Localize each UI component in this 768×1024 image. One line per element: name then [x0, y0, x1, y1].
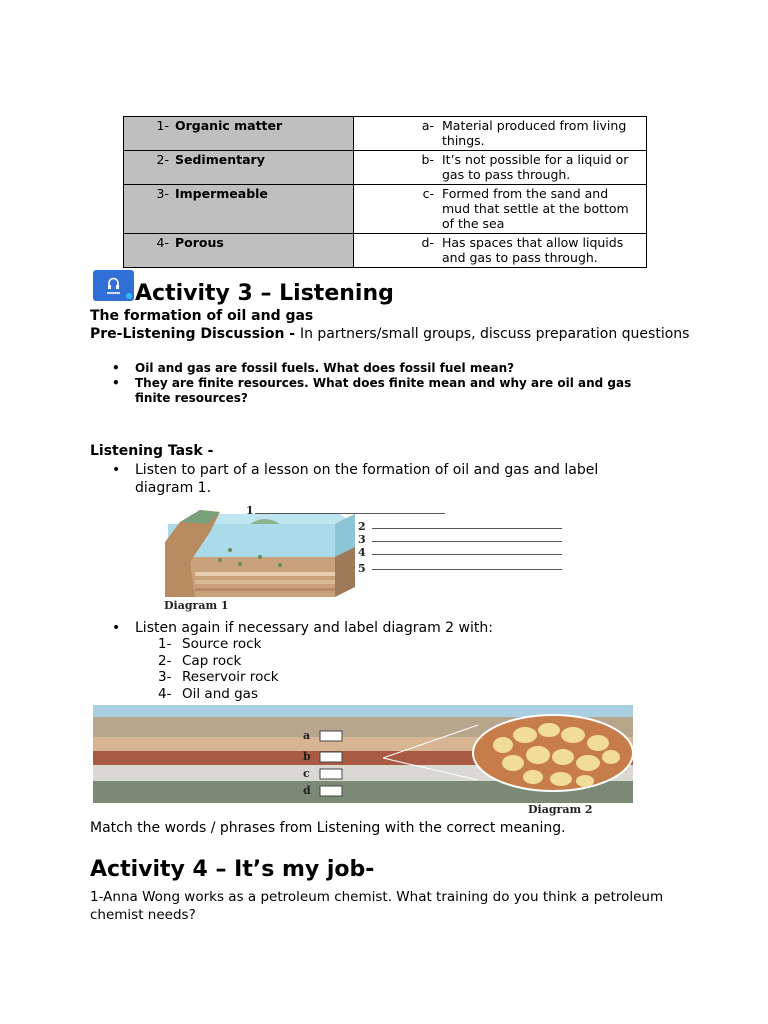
definition-text: Has spaces that allow liquids and gas to pass through. [442, 235, 624, 265]
answer-line [372, 569, 562, 570]
answer-line [255, 513, 445, 514]
answer-line [372, 554, 562, 555]
definition-text: Material produced from living things. [442, 118, 627, 148]
definition-letter: a- [421, 118, 434, 133]
diagram2-label-a: a [303, 729, 311, 742]
term-word: Porous [175, 235, 224, 250]
diagram1-label-1: 1 [246, 504, 254, 517]
diagram-1 [160, 502, 660, 612]
match-instruction: Match the words / phrases from Listening with the correct meaning. [90, 820, 566, 836]
pre-listening-label: Pre-Listening Discussion - [90, 326, 300, 342]
diagram1-label-4: 4 [358, 546, 366, 559]
list-item: • Listen again if necessary and label diagram 2 with: [90, 619, 660, 637]
table-row [124, 117, 647, 151]
definition-letter: b- [421, 152, 434, 167]
definition-letter: d- [421, 235, 434, 250]
pre-listening-paragraph [90, 325, 690, 343]
diagram2-label-b: b [303, 750, 311, 763]
activity3-title: Activity 3 – Listening [135, 281, 394, 306]
diagram-2 [93, 705, 633, 817]
term-word: Sedimentary [175, 152, 265, 167]
diagram-1-illustration [160, 502, 660, 612]
matching-table [123, 116, 647, 268]
list-item: • Listen to part of a lesson on the formation of oil and gas and label diagram 1. [90, 461, 660, 497]
listening-task-title: Listening Task - [90, 443, 214, 459]
diagram2-label-c: c [303, 767, 310, 780]
diagram1-label-3: 3 [358, 533, 366, 546]
activity3-subtitle: The formation of oil and gas [90, 308, 314, 324]
discussion-questions [90, 361, 670, 406]
list-item: 2- Cap rock [158, 652, 242, 669]
term-number: 4- [156, 235, 169, 250]
table-row [124, 151, 647, 185]
term-number: 2- [156, 152, 169, 167]
pre-listening-text: In partners/small groups, discuss preparation questions [299, 326, 690, 342]
activity4-title: Activity 4 – It’s my job- [90, 857, 375, 882]
answer-line [372, 541, 562, 542]
diagram1-caption: Diagram 1 [164, 599, 229, 612]
diagram2-label-list [158, 636, 279, 702]
term-number: 1- [156, 118, 169, 133]
list-item: • They are finite resources. What does finite mean and why are oil and gas finite resources? [90, 376, 670, 406]
list-item: • Oil and gas are fossil fuels. What does fossil fuel mean? [90, 361, 670, 376]
answer-line [372, 528, 562, 529]
list-item: 1- Source rock [158, 636, 262, 652]
definition-text: It’s not possible for a liquid or gas to pass through. [442, 152, 629, 182]
task1-list [90, 461, 660, 497]
definition-letter: c- [422, 186, 434, 201]
diagram1-label-5: 5 [358, 562, 366, 575]
list-item: 3- Reservoir rock [158, 669, 279, 685]
diagram1-label-2: 2 [358, 520, 366, 533]
diagram2-label-d: d [303, 784, 311, 797]
definition-text: Formed from the sand and mud that settle at the bottom of the sea [442, 186, 629, 231]
table-row [124, 185, 647, 234]
list-item: 4- Oil and gas [158, 685, 258, 702]
activity4-question: 1-Anna Wong works as a petroleum chemist. What training do you think a petroleum chemist needs? [90, 889, 664, 923]
table-row [124, 234, 647, 268]
term-word: Impermeable [175, 186, 268, 201]
diagram2-caption: Diagram 2 [528, 803, 593, 816]
term-word: Organic matter [175, 118, 283, 133]
term-number: 3- [156, 186, 169, 201]
task2-list [90, 619, 660, 637]
audio-headphones-icon[interactable] [93, 270, 134, 301]
diagram-2-illustration [93, 705, 633, 803]
